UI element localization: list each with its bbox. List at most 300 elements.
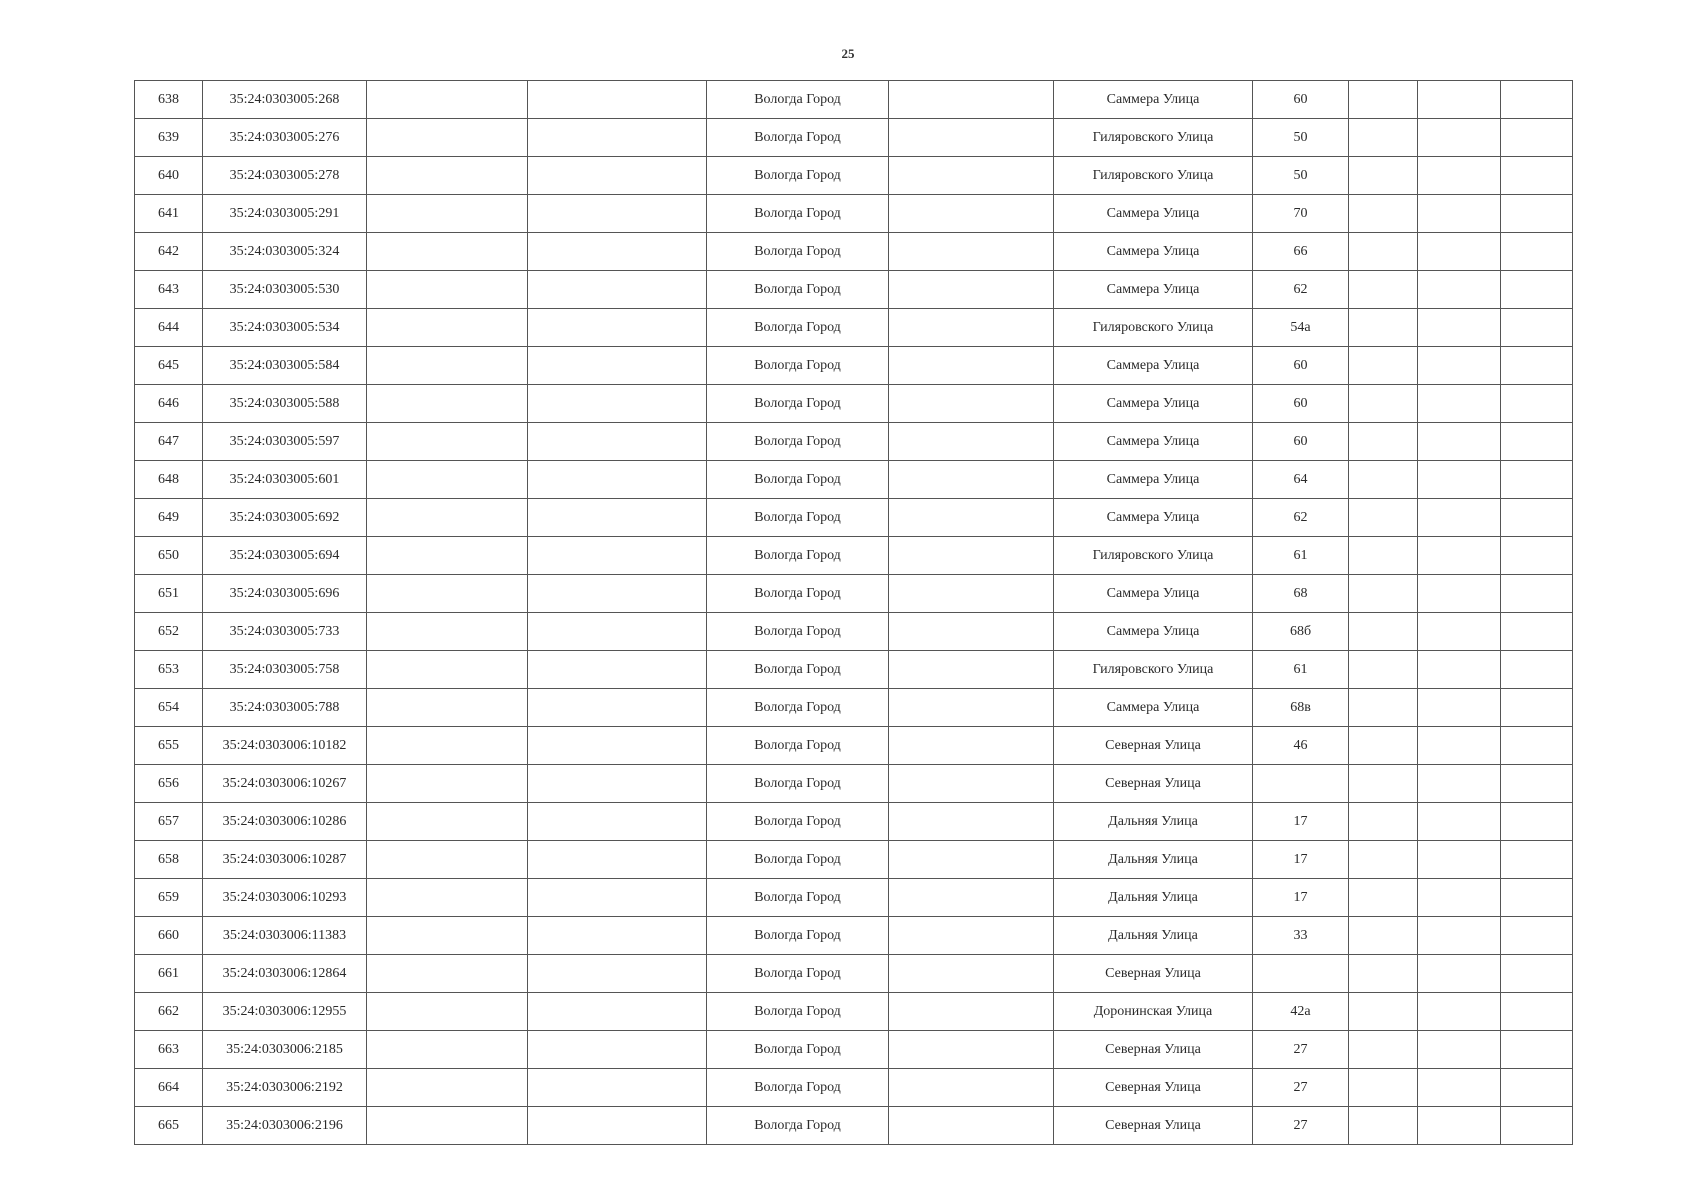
empty-cell bbox=[367, 347, 528, 385]
street-cell: Гиляровского Улица bbox=[1054, 157, 1253, 195]
empty-cell bbox=[528, 727, 707, 765]
street-cell: Саммера Улица bbox=[1054, 423, 1253, 461]
empty-cell bbox=[1501, 499, 1573, 537]
street-cell: Северная Улица bbox=[1054, 1107, 1253, 1145]
empty-cell bbox=[1418, 347, 1501, 385]
empty-cell bbox=[1418, 879, 1501, 917]
empty-cell bbox=[1418, 1069, 1501, 1107]
empty-cell bbox=[1501, 385, 1573, 423]
empty-cell bbox=[889, 81, 1054, 119]
table-row bbox=[135, 841, 1573, 879]
row-number-cell: 660 bbox=[135, 917, 203, 955]
empty-cell bbox=[367, 195, 528, 233]
empty-cell bbox=[889, 309, 1054, 347]
empty-cell bbox=[367, 1107, 528, 1145]
empty-cell bbox=[889, 499, 1054, 537]
house-number-cell: 61 bbox=[1253, 651, 1349, 689]
empty-cell bbox=[1349, 689, 1418, 727]
empty-cell bbox=[1501, 765, 1573, 803]
table-row bbox=[135, 157, 1573, 195]
house-number-cell: 68в bbox=[1253, 689, 1349, 727]
empty-cell bbox=[367, 537, 528, 575]
house-number-cell: 27 bbox=[1253, 1031, 1349, 1069]
row-number-cell: 638 bbox=[135, 81, 203, 119]
empty-cell bbox=[1349, 271, 1418, 309]
cadastral-number-cell: 35:24:0303005:530 bbox=[203, 271, 367, 309]
empty-cell bbox=[1349, 651, 1418, 689]
empty-cell bbox=[1501, 81, 1573, 119]
empty-cell bbox=[1418, 385, 1501, 423]
empty-cell bbox=[367, 157, 528, 195]
house-number-cell: 68б bbox=[1253, 613, 1349, 651]
cadastral-number-cell: 35:24:0303006:10267 bbox=[203, 765, 367, 803]
cadastral-number-cell: 35:24:0303005:278 bbox=[203, 157, 367, 195]
row-number-cell: 655 bbox=[135, 727, 203, 765]
registry-table bbox=[134, 80, 1573, 1145]
empty-cell bbox=[889, 385, 1054, 423]
empty-cell bbox=[889, 1107, 1054, 1145]
row-number-cell: 646 bbox=[135, 385, 203, 423]
empty-cell bbox=[1418, 765, 1501, 803]
empty-cell bbox=[1501, 727, 1573, 765]
empty-cell bbox=[367, 81, 528, 119]
row-number-cell: 658 bbox=[135, 841, 203, 879]
empty-cell bbox=[367, 955, 528, 993]
table-row bbox=[135, 499, 1573, 537]
settlement-cell: Вологда Город bbox=[707, 1107, 889, 1145]
row-number-cell: 643 bbox=[135, 271, 203, 309]
cadastral-number-cell: 35:24:0303006:10286 bbox=[203, 803, 367, 841]
empty-cell bbox=[1349, 841, 1418, 879]
empty-cell bbox=[528, 461, 707, 499]
empty-cell bbox=[528, 955, 707, 993]
empty-cell bbox=[367, 651, 528, 689]
cadastral-number-cell: 35:24:0303005:692 bbox=[203, 499, 367, 537]
settlement-cell: Вологда Город bbox=[707, 955, 889, 993]
empty-cell bbox=[1349, 81, 1418, 119]
settlement-cell: Вологда Город bbox=[707, 841, 889, 879]
cadastral-number-cell: 35:24:0303006:11383 bbox=[203, 917, 367, 955]
cadastral-number-cell: 35:24:0303006:10293 bbox=[203, 879, 367, 917]
empty-cell bbox=[528, 423, 707, 461]
street-cell: Северная Улица bbox=[1054, 1069, 1253, 1107]
empty-cell bbox=[1418, 233, 1501, 271]
empty-cell bbox=[889, 879, 1054, 917]
house-number-cell: 54а bbox=[1253, 309, 1349, 347]
street-cell: Дальняя Улица bbox=[1054, 803, 1253, 841]
empty-cell bbox=[528, 841, 707, 879]
table-row bbox=[135, 993, 1573, 1031]
house-number-cell: 68 bbox=[1253, 575, 1349, 613]
row-number-cell: 664 bbox=[135, 1069, 203, 1107]
empty-cell bbox=[889, 765, 1054, 803]
table-row bbox=[135, 1107, 1573, 1145]
cadastral-number-cell: 35:24:0303005:324 bbox=[203, 233, 367, 271]
street-cell: Северная Улица bbox=[1054, 955, 1253, 993]
row-number-cell: 650 bbox=[135, 537, 203, 575]
street-cell: Саммера Улица bbox=[1054, 81, 1253, 119]
settlement-cell: Вологда Город bbox=[707, 157, 889, 195]
street-cell: Саммера Улица bbox=[1054, 271, 1253, 309]
street-cell: Гиляровского Улица bbox=[1054, 119, 1253, 157]
row-number-cell: 663 bbox=[135, 1031, 203, 1069]
settlement-cell: Вологда Город bbox=[707, 347, 889, 385]
empty-cell bbox=[1349, 423, 1418, 461]
empty-cell bbox=[1418, 309, 1501, 347]
empty-cell bbox=[1349, 879, 1418, 917]
empty-cell bbox=[1418, 81, 1501, 119]
empty-cell bbox=[1349, 461, 1418, 499]
settlement-cell: Вологда Город bbox=[707, 233, 889, 271]
house-number-cell: 61 bbox=[1253, 537, 1349, 575]
street-cell: Саммера Улица bbox=[1054, 689, 1253, 727]
table-row bbox=[135, 803, 1573, 841]
house-number-cell: 60 bbox=[1253, 347, 1349, 385]
empty-cell bbox=[1349, 803, 1418, 841]
empty-cell bbox=[367, 803, 528, 841]
table-row bbox=[135, 309, 1573, 347]
settlement-cell: Вологда Город bbox=[707, 81, 889, 119]
house-number-cell: 70 bbox=[1253, 195, 1349, 233]
empty-cell bbox=[1349, 917, 1418, 955]
settlement-cell: Вологда Город bbox=[707, 499, 889, 537]
empty-cell bbox=[1418, 157, 1501, 195]
empty-cell bbox=[367, 271, 528, 309]
row-number-cell: 644 bbox=[135, 309, 203, 347]
table-row bbox=[135, 385, 1573, 423]
empty-cell bbox=[889, 917, 1054, 955]
empty-cell bbox=[889, 689, 1054, 727]
empty-cell bbox=[1349, 613, 1418, 651]
settlement-cell: Вологда Город bbox=[707, 651, 889, 689]
street-cell: Саммера Улица bbox=[1054, 613, 1253, 651]
settlement-cell: Вологда Город bbox=[707, 765, 889, 803]
empty-cell bbox=[889, 271, 1054, 309]
row-number-cell: 639 bbox=[135, 119, 203, 157]
empty-cell bbox=[1501, 233, 1573, 271]
house-number-cell: 60 bbox=[1253, 423, 1349, 461]
empty-cell bbox=[1501, 689, 1573, 727]
empty-cell bbox=[1418, 423, 1501, 461]
row-number-cell: 657 bbox=[135, 803, 203, 841]
table-row bbox=[135, 917, 1573, 955]
table-body bbox=[135, 81, 1573, 1145]
empty-cell bbox=[528, 1069, 707, 1107]
empty-cell bbox=[1418, 727, 1501, 765]
empty-cell bbox=[889, 841, 1054, 879]
house-number-cell: 60 bbox=[1253, 81, 1349, 119]
empty-cell bbox=[1349, 499, 1418, 537]
empty-cell bbox=[889, 575, 1054, 613]
settlement-cell: Вологда Город bbox=[707, 537, 889, 575]
empty-cell bbox=[528, 195, 707, 233]
empty-cell bbox=[889, 537, 1054, 575]
empty-cell bbox=[367, 879, 528, 917]
empty-cell bbox=[1501, 423, 1573, 461]
settlement-cell: Вологда Город bbox=[707, 119, 889, 157]
settlement-cell: Вологда Город bbox=[707, 689, 889, 727]
empty-cell bbox=[889, 347, 1054, 385]
empty-cell bbox=[1501, 803, 1573, 841]
empty-cell bbox=[1501, 879, 1573, 917]
empty-cell bbox=[1501, 575, 1573, 613]
cadastral-number-cell: 35:24:0303006:2192 bbox=[203, 1069, 367, 1107]
empty-cell bbox=[1418, 1107, 1501, 1145]
empty-cell bbox=[367, 841, 528, 879]
table-row bbox=[135, 119, 1573, 157]
street-cell: Гиляровского Улица bbox=[1054, 537, 1253, 575]
street-cell: Северная Улица bbox=[1054, 727, 1253, 765]
street-cell: Северная Улица bbox=[1054, 1031, 1253, 1069]
house-number-cell: 62 bbox=[1253, 499, 1349, 537]
table-row bbox=[135, 347, 1573, 385]
row-number-cell: 651 bbox=[135, 575, 203, 613]
row-number-cell: 662 bbox=[135, 993, 203, 1031]
table-row bbox=[135, 955, 1573, 993]
street-cell: Гиляровского Улица bbox=[1054, 651, 1253, 689]
street-cell: Дальняя Улица bbox=[1054, 879, 1253, 917]
empty-cell bbox=[367, 575, 528, 613]
empty-cell bbox=[1501, 955, 1573, 993]
empty-cell bbox=[1418, 537, 1501, 575]
cadastral-number-cell: 35:24:0303006:2196 bbox=[203, 1107, 367, 1145]
row-number-cell: 649 bbox=[135, 499, 203, 537]
empty-cell bbox=[1349, 119, 1418, 157]
empty-cell bbox=[1501, 309, 1573, 347]
house-number-cell bbox=[1253, 765, 1349, 803]
row-number-cell: 641 bbox=[135, 195, 203, 233]
street-cell: Саммера Улица bbox=[1054, 575, 1253, 613]
table-row bbox=[135, 195, 1573, 233]
street-cell: Дальняя Улица bbox=[1054, 841, 1253, 879]
empty-cell bbox=[367, 727, 528, 765]
row-number-cell: 640 bbox=[135, 157, 203, 195]
cadastral-number-cell: 35:24:0303005:601 bbox=[203, 461, 367, 499]
cadastral-number-cell: 35:24:0303005:268 bbox=[203, 81, 367, 119]
row-number-cell: 648 bbox=[135, 461, 203, 499]
empty-cell bbox=[889, 1031, 1054, 1069]
settlement-cell: Вологда Город bbox=[707, 613, 889, 651]
house-number-cell: 17 bbox=[1253, 879, 1349, 917]
empty-cell bbox=[528, 309, 707, 347]
cadastral-number-cell: 35:24:0303005:588 bbox=[203, 385, 367, 423]
empty-cell bbox=[1418, 993, 1501, 1031]
empty-cell bbox=[1349, 575, 1418, 613]
empty-cell bbox=[367, 993, 528, 1031]
cadastral-number-cell: 35:24:0303005:788 bbox=[203, 689, 367, 727]
settlement-cell: Вологда Город bbox=[707, 385, 889, 423]
empty-cell bbox=[889, 803, 1054, 841]
empty-cell bbox=[1501, 271, 1573, 309]
empty-cell bbox=[1501, 841, 1573, 879]
empty-cell bbox=[367, 423, 528, 461]
empty-cell bbox=[889, 993, 1054, 1031]
row-number-cell: 659 bbox=[135, 879, 203, 917]
empty-cell bbox=[528, 803, 707, 841]
settlement-cell: Вологда Город bbox=[707, 803, 889, 841]
cadastral-number-cell: 35:24:0303005:694 bbox=[203, 537, 367, 575]
street-cell: Саммера Улица bbox=[1054, 347, 1253, 385]
empty-cell bbox=[367, 917, 528, 955]
empty-cell bbox=[528, 917, 707, 955]
cadastral-number-cell: 35:24:0303006:12955 bbox=[203, 993, 367, 1031]
empty-cell bbox=[1418, 195, 1501, 233]
house-number-cell: 27 bbox=[1253, 1107, 1349, 1145]
empty-cell bbox=[889, 119, 1054, 157]
empty-cell bbox=[1418, 461, 1501, 499]
empty-cell bbox=[1349, 1031, 1418, 1069]
empty-cell bbox=[1501, 917, 1573, 955]
empty-cell bbox=[1349, 765, 1418, 803]
table-row bbox=[135, 575, 1573, 613]
empty-cell bbox=[1501, 195, 1573, 233]
row-number-cell: 653 bbox=[135, 651, 203, 689]
house-number-cell: 60 bbox=[1253, 385, 1349, 423]
empty-cell bbox=[889, 651, 1054, 689]
settlement-cell: Вологда Город bbox=[707, 727, 889, 765]
empty-cell bbox=[528, 575, 707, 613]
house-number-cell: 27 bbox=[1253, 1069, 1349, 1107]
table-row bbox=[135, 613, 1573, 651]
empty-cell bbox=[1418, 803, 1501, 841]
cadastral-number-cell: 35:24:0303005:584 bbox=[203, 347, 367, 385]
street-cell: Доронинская Улица bbox=[1054, 993, 1253, 1031]
empty-cell bbox=[1501, 651, 1573, 689]
row-number-cell: 642 bbox=[135, 233, 203, 271]
empty-cell bbox=[1349, 195, 1418, 233]
house-number-cell: 50 bbox=[1253, 119, 1349, 157]
empty-cell bbox=[528, 157, 707, 195]
row-number-cell: 661 bbox=[135, 955, 203, 993]
empty-cell bbox=[1349, 955, 1418, 993]
settlement-cell: Вологда Город bbox=[707, 195, 889, 233]
row-number-cell: 654 bbox=[135, 689, 203, 727]
empty-cell bbox=[889, 423, 1054, 461]
empty-cell bbox=[528, 765, 707, 803]
empty-cell bbox=[1418, 575, 1501, 613]
house-number-cell: 33 bbox=[1253, 917, 1349, 955]
row-number-cell: 665 bbox=[135, 1107, 203, 1145]
empty-cell bbox=[1349, 537, 1418, 575]
cadastral-number-cell: 35:24:0303006:10287 bbox=[203, 841, 367, 879]
cadastral-number-cell: 35:24:0303006:10182 bbox=[203, 727, 367, 765]
cadastral-number-cell: 35:24:0303005:291 bbox=[203, 195, 367, 233]
settlement-cell: Вологда Город bbox=[707, 879, 889, 917]
empty-cell bbox=[1501, 119, 1573, 157]
empty-cell bbox=[528, 613, 707, 651]
settlement-cell: Вологда Город bbox=[707, 271, 889, 309]
empty-cell bbox=[889, 1069, 1054, 1107]
street-cell: Дальняя Улица bbox=[1054, 917, 1253, 955]
settlement-cell: Вологда Город bbox=[707, 1069, 889, 1107]
house-number-cell: 46 bbox=[1253, 727, 1349, 765]
empty-cell bbox=[1501, 157, 1573, 195]
empty-cell bbox=[528, 651, 707, 689]
cadastral-number-cell: 35:24:0303006:12864 bbox=[203, 955, 367, 993]
empty-cell bbox=[1418, 917, 1501, 955]
cadastral-number-cell: 35:24:0303005:534 bbox=[203, 309, 367, 347]
street-cell: Саммера Улица bbox=[1054, 195, 1253, 233]
empty-cell bbox=[1349, 347, 1418, 385]
page-number: 25 bbox=[841, 46, 855, 61]
cadastral-number-cell: 35:24:0303005:696 bbox=[203, 575, 367, 613]
house-number-cell: 64 bbox=[1253, 461, 1349, 499]
empty-cell bbox=[367, 309, 528, 347]
empty-cell bbox=[528, 689, 707, 727]
empty-cell bbox=[1418, 499, 1501, 537]
empty-cell bbox=[367, 499, 528, 537]
settlement-cell: Вологда Город bbox=[707, 993, 889, 1031]
empty-cell bbox=[1418, 119, 1501, 157]
table-row bbox=[135, 271, 1573, 309]
empty-cell bbox=[528, 119, 707, 157]
empty-cell bbox=[528, 1031, 707, 1069]
empty-cell bbox=[1501, 1031, 1573, 1069]
empty-cell bbox=[528, 993, 707, 1031]
settlement-cell: Вологда Город bbox=[707, 309, 889, 347]
table-row bbox=[135, 879, 1573, 917]
empty-cell bbox=[367, 613, 528, 651]
empty-cell bbox=[1501, 1069, 1573, 1107]
table-row bbox=[135, 689, 1573, 727]
empty-cell bbox=[1501, 347, 1573, 385]
empty-cell bbox=[1418, 955, 1501, 993]
empty-cell bbox=[1349, 309, 1418, 347]
empty-cell bbox=[528, 879, 707, 917]
empty-cell bbox=[1349, 727, 1418, 765]
settlement-cell: Вологда Город bbox=[707, 1031, 889, 1069]
row-number-cell: 645 bbox=[135, 347, 203, 385]
cadastral-number-cell: 35:24:0303005:733 bbox=[203, 613, 367, 651]
settlement-cell: Вологда Город bbox=[707, 461, 889, 499]
table-row bbox=[135, 1069, 1573, 1107]
empty-cell bbox=[367, 119, 528, 157]
empty-cell bbox=[1349, 1107, 1418, 1145]
street-cell: Северная Улица bbox=[1054, 765, 1253, 803]
settlement-cell: Вологда Город bbox=[707, 423, 889, 461]
table-row bbox=[135, 765, 1573, 803]
empty-cell bbox=[1501, 537, 1573, 575]
empty-cell bbox=[528, 233, 707, 271]
empty-cell bbox=[889, 233, 1054, 271]
table-row bbox=[135, 651, 1573, 689]
empty-cell bbox=[1501, 1107, 1573, 1145]
empty-cell bbox=[889, 613, 1054, 651]
house-number-cell bbox=[1253, 955, 1349, 993]
settlement-cell: Вологда Город bbox=[707, 917, 889, 955]
table-row bbox=[135, 81, 1573, 119]
empty-cell bbox=[1418, 1031, 1501, 1069]
house-number-cell: 17 bbox=[1253, 803, 1349, 841]
table-row bbox=[135, 727, 1573, 765]
empty-cell bbox=[367, 1031, 528, 1069]
empty-cell bbox=[528, 537, 707, 575]
street-cell: Гиляровского Улица bbox=[1054, 309, 1253, 347]
empty-cell bbox=[528, 499, 707, 537]
row-number-cell: 647 bbox=[135, 423, 203, 461]
house-number-cell: 66 bbox=[1253, 233, 1349, 271]
street-cell: Саммера Улица bbox=[1054, 385, 1253, 423]
empty-cell bbox=[889, 727, 1054, 765]
empty-cell bbox=[1501, 993, 1573, 1031]
street-cell: Саммера Улица bbox=[1054, 461, 1253, 499]
empty-cell bbox=[1418, 613, 1501, 651]
house-number-cell: 42а bbox=[1253, 993, 1349, 1031]
empty-cell bbox=[1418, 271, 1501, 309]
empty-cell bbox=[367, 1069, 528, 1107]
cadastral-number-cell: 35:24:0303005:597 bbox=[203, 423, 367, 461]
empty-cell bbox=[1501, 613, 1573, 651]
